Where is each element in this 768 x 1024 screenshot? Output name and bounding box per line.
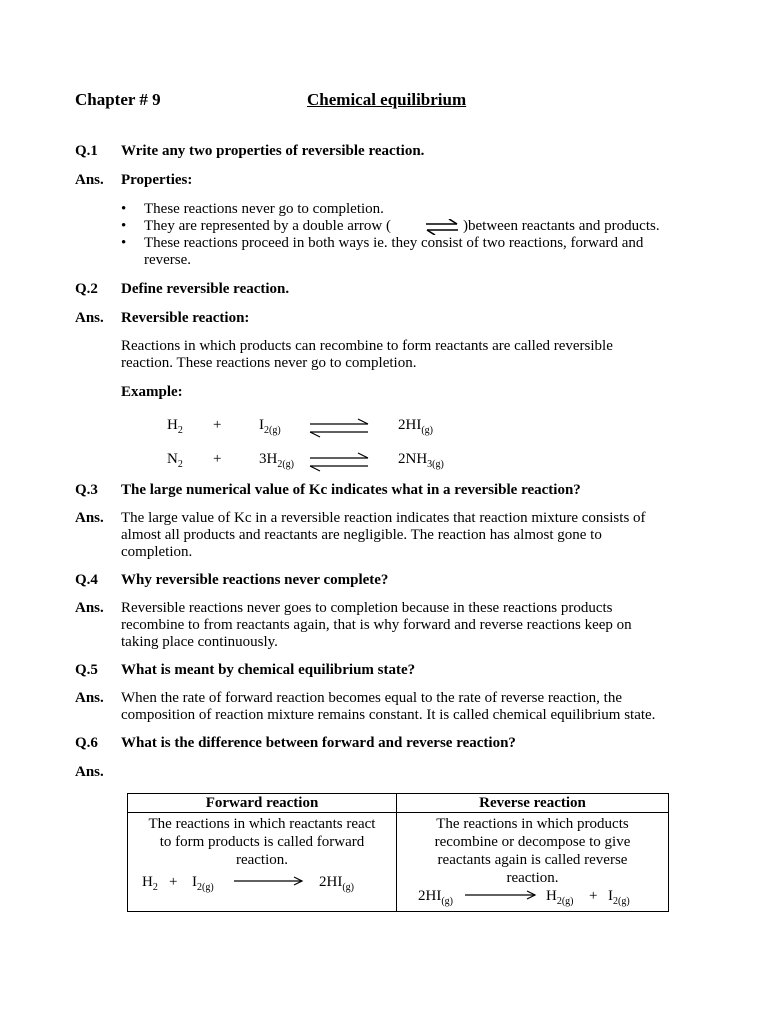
forward-arrow-icon (232, 876, 304, 886)
forward-cell (128, 813, 397, 912)
eq2-reactant-2: $3H_{2(g)}$ (259, 451, 295, 470)
reverse-definition-line: The reactions in which products (436, 816, 629, 832)
forward-reactant-2: $I_{2(g)}$ (192, 874, 214, 893)
q1-heading: Properties: (121, 172, 193, 188)
eq1-reactant-1: $H_2$ (167, 417, 183, 436)
q3-label: Q.3 (75, 482, 98, 498)
equilibrium-arrow-icon (308, 416, 370, 442)
table-header-row (128, 794, 669, 813)
q5-question: What is meant by chemical equilibrium state? (121, 662, 416, 678)
q6-question: What is the difference between forward and reverse reaction? (121, 735, 516, 751)
reverse-definition-line: reactants again is called reverse (437, 852, 628, 868)
q4-answer-line-3: taking place continuously. (121, 634, 278, 650)
reverse-product-1: $H_{2(g)}$ (546, 888, 574, 907)
q1-bullet-1: These reactions never go to completion. (144, 201, 384, 217)
q6-ans-label: Ans. (75, 764, 104, 780)
q3-answer-line-3: completion. (121, 544, 193, 560)
reverse-arrow-icon (463, 890, 537, 900)
q2-text-line-2: reaction. These reactions never go to completion. (121, 355, 417, 371)
q3-ans-label: Ans. (75, 510, 104, 526)
q4-ans-label: Ans. (75, 600, 104, 616)
q1-bullet-3-cont: reverse. (144, 252, 192, 268)
chapter-title: Chemical equilibrium (307, 90, 467, 109)
reverse-cell (397, 813, 669, 912)
q1-ans-label: Ans. (75, 172, 104, 188)
q2-question: Define reversible reaction. (121, 281, 290, 297)
forward-definition-line: reaction. (235, 852, 289, 868)
equilibrium-arrow-icon (308, 450, 370, 476)
eq1-reactant-2: $I_{2(g)}$ (259, 417, 281, 436)
eq1-product: $2HI_{(g)}$ (398, 417, 433, 436)
q1-bullet-2a: They are represented by a double arrow ( (144, 218, 391, 234)
comparison-table (127, 793, 669, 912)
q4-answer-line-1: Reversible reactions never goes to completion because in these reactions products (121, 600, 613, 616)
forward-definition-line: to form products is called forward (159, 834, 365, 850)
reverse-reactant: $2HI_{(g)}$ (418, 888, 453, 907)
reverse-product-2: $I_{2(g)}$ (608, 888, 630, 907)
q1-bullet-2b: )between reactants and products. (463, 218, 660, 234)
q2-heading: Reversible reaction: (121, 310, 250, 326)
q4-question: Why reversible reactions never complete? (121, 572, 389, 588)
forward-definition-line: The reactions in which reactants react (148, 816, 376, 832)
q3-answer-line-1: The large value of Kc in a reversible reaction indicates that reaction mixture consists of (121, 510, 646, 526)
q3-answer-line-2: almost all products and reactants are negligible. The reaction has almost gone to (121, 527, 602, 543)
table-header-forward: Forward reaction (128, 794, 397, 813)
forward-equation (132, 873, 392, 895)
q5-label: Q.5 (75, 662, 98, 678)
table-row (128, 813, 669, 912)
q2-ans-label: Ans. (75, 310, 104, 326)
bullet-icon: • (121, 218, 127, 234)
reverse-plus: + (589, 888, 598, 904)
q1-bullet-3: These reactions proceed in both ways ie. they consist of two reactions, forward and (144, 235, 644, 251)
q4-answer-line-2: recombine to from reactants again, that is why forward and reverse reactions keep on (121, 617, 632, 633)
eq2-product: $2NH_{3(g)}$ (398, 451, 444, 470)
forward-plus: + (169, 874, 178, 890)
eq1-plus: + (213, 417, 222, 433)
bullet-icon: • (121, 201, 127, 217)
table-header-reverse: Reverse reaction (397, 794, 669, 813)
q5-answer-line-1: When the rate of forward reaction becomes equal to the rate of reverse reaction, the (121, 690, 622, 706)
reverse-definition-line: reaction. (506, 870, 559, 886)
forward-reactant-1: $H_2$ (142, 874, 158, 893)
reverse-equation (401, 887, 664, 909)
q3-question: The large numerical value of Kc indicates what in a reversible reaction? (121, 482, 581, 498)
bullet-icon: • (121, 235, 127, 251)
q1-label: Q.1 (75, 143, 98, 159)
double-arrow-icon (424, 219, 460, 235)
eq2-plus: + (213, 451, 222, 467)
reverse-definition-line: recombine or decompose to give (434, 834, 631, 850)
q5-ans-label: Ans. (75, 690, 104, 706)
q2-text-line-1: Reactions in which products can recombine to form reactants are called reversible (121, 338, 613, 354)
eq2-reactant-1: $N_2$ (167, 451, 183, 470)
forward-product: $2HI_{(g)}$ (319, 874, 354, 893)
q4-label: Q.4 (75, 572, 98, 588)
chapter-number: Chapter # 9 (75, 90, 161, 109)
q1-question: Write any two properties of reversible reaction. (121, 143, 425, 159)
q5-answer-line-2: composition of reaction mixture remains constant. It is called chemical equilibrium state. (121, 707, 656, 723)
q2-example-label: Example: (121, 384, 183, 400)
q2-label: Q.2 (75, 281, 98, 297)
q6-label: Q.6 (75, 735, 98, 751)
